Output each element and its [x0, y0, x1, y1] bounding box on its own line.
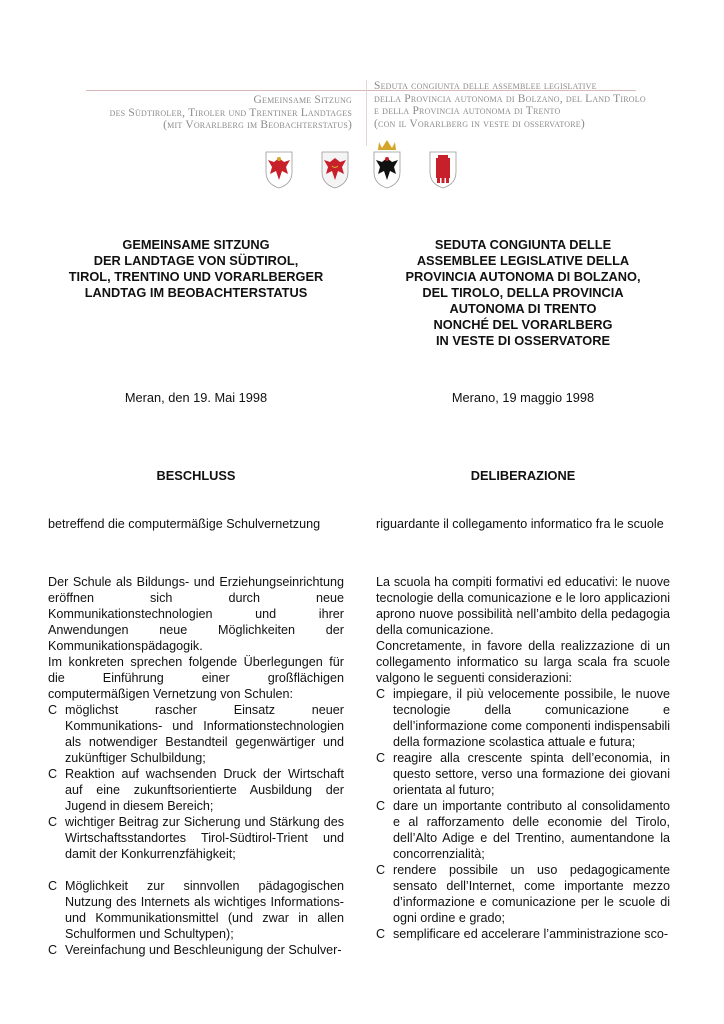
body-german: [48, 574, 344, 958]
list-item-text: Möglichkeit zur sinnvollen pädagogischen Nutzung des Internets als wichtiges Informations- und Kommunikationsmittel (und zwar in allen Schulformen und Schultypen);: [65, 879, 344, 941]
title-line: TIROL, TRENTINO UND VORARLBERGER: [68, 269, 324, 284]
south-tyrol-eagle-crest-icon: [264, 150, 294, 190]
list-item-text: semplificare ed accelerare l’amministrazione sco-: [393, 927, 669, 941]
lead-paragraph: Im konkreten sprechen folgende Überlegungen für die Einführung einer großflächigen computermäßigen Vernetzung von Schulen:: [48, 655, 344, 701]
subject-german: betreffend die computermäßige Schulvernetzung: [48, 517, 321, 531]
title-line: DEL TIROLO, DELLA PROVINCIA: [422, 285, 624, 300]
title-line: PROVINCIA AUTONOMA DI BOLZANO,: [405, 269, 641, 284]
header-italian-line: e della Provincia autonoma di Trento: [374, 105, 561, 117]
title-line: ASSEMBLEE LEGISLATIVE DELLA: [416, 253, 630, 268]
body-italian: [376, 574, 670, 942]
date-italian: Merano, 19 maggio 1998: [451, 390, 595, 405]
header-italian-line: Seduta congiunta delle assemblee legislative: [374, 80, 597, 92]
list-item: [376, 862, 670, 926]
title-line: DER LANDTAGE VON SÜDTIROL,: [93, 253, 299, 268]
lead-paragraph: Concretamente, in favore della realizzazione di un collegamento informatico su larga scala fra scuole valgono le seguenti considerazioni:: [376, 639, 670, 685]
list-item: [376, 750, 670, 798]
bullet-marker: C: [376, 927, 386, 941]
bullet-marker: C: [48, 703, 58, 717]
list-item-text: impiegare, il più velocemente possibile, le nuove tecnologie della comunicazione e dell’informazione come componenti indispensabili della formazione scolastica attuale e futura;: [393, 687, 670, 749]
title-line: GEMEINSAME SITZUNG: [122, 237, 270, 252]
list-item: [48, 814, 344, 862]
date-german: Meran, den 19. Mai 1998: [124, 390, 268, 405]
header-italian-line: (con il Vorarlberg in veste di osservatore): [374, 117, 585, 130]
bullet-marker: C: [376, 751, 386, 765]
list-item: [376, 926, 670, 942]
title-line: NONCHÉ DEL VORARLBERG: [433, 317, 613, 332]
list-item: [48, 766, 344, 814]
title-line: SEDUTA CONGIUNTA DELLE: [434, 237, 612, 252]
bullet-marker: C: [376, 799, 386, 813]
list-item-text: reagire alla crescente spinta dell’economia, in questo settore, verso una formazione dei giovani orientata al futuro;: [393, 751, 670, 797]
title-italian: [376, 237, 670, 349]
trentino-eagle-crest-icon: [372, 138, 402, 190]
bullet-marker: C: [376, 687, 386, 701]
bullet-marker: C: [48, 767, 58, 781]
intro-paragraph: La scuola ha compiti formativi ed educativi: le nuove tecnologie della comunicazione e le loro applicazioni aprono nuove possibilità nell’ambito della pedagogia della comunicazione.: [376, 575, 670, 637]
spacer: [48, 862, 344, 878]
title-german: [48, 237, 344, 301]
list-item-text: Vereinfachung und Beschleunigung der Schulver-: [65, 943, 342, 957]
title-line: AUTONOMA DI TRENTO: [449, 301, 597, 316]
list-item: [48, 702, 344, 766]
title-line: LANDTAG IM BEOBACHTERSTATUS: [84, 285, 308, 300]
header-italian-line: della Provincia autonoma di Bolzano, del Land Tirolo: [374, 92, 646, 105]
header-german-line: (mit Vorarlberg im Beobachterstatus): [163, 119, 352, 131]
subject-italian: riguardante il collegamento informatico fra le scuole: [376, 517, 664, 531]
bullet-marker: C: [48, 815, 58, 829]
header-italian: [374, 80, 654, 130]
list-item-text: wichtiger Beitrag zur Sicherung und Stärkung des Wirtschaftsstandortes Tirol-Südtirol-Trient und damit der Konkurrenzfähigkeit;: [65, 815, 344, 861]
list-item: [376, 686, 670, 750]
list-item-text: rendere possibile un uso pedagogicamente sensato dell’Internet, come importante mezzo d’informazione e comunicazione per le scuole di ogni ordine e grado;: [393, 863, 670, 925]
list-item-text: dare un importante contributo al consolidamento e al rafforzamento delle economie del Tirolo, dell’Alto Adige e del Trentino, aumentandone la concorrenzialità;: [393, 799, 670, 861]
list-item-text: möglichst rascher Einsatz neuer Kommunikations- und Informationstechnologien als notwendiger Bestandteil gegenwärtiger und zukünftiger Schulbildung;: [65, 703, 344, 765]
bullet-marker: C: [48, 943, 58, 957]
doc-type-italian: DELIBERAZIONE: [470, 468, 576, 483]
title-line: IN VESTE DI OSSERVATORE: [436, 333, 610, 348]
list-item-text: Reaktion auf wachsenden Druck der Wirtschaft auf eine zukunftsorientierte Ausbildung der Jugend in diesem Bereich;: [65, 767, 344, 813]
header-vertical-divider: [366, 80, 367, 146]
doc-type-german: BESCHLUSS: [156, 468, 236, 483]
vorarlberg-banner-crest-icon: [428, 150, 458, 190]
header-german: [90, 94, 352, 132]
header-german-line: Gemeinsame Sitzung: [253, 94, 352, 106]
list-item: [48, 878, 344, 942]
intro-paragraph: Der Schule als Bildungs- und Erziehungseinrichtung eröffnen sich durch neue Kommunikationstechnologien und ihrer Anwendungen neue Möglichkeiten der Kommunikationspädagogik.: [48, 575, 344, 653]
list-item: [48, 942, 344, 958]
bullet-marker: C: [376, 863, 386, 877]
list-item: [376, 798, 670, 862]
header-german-line: des Südtiroler, Tiroler und Trentiner Landtages: [109, 106, 352, 119]
bullet-marker: C: [48, 879, 58, 893]
tyrol-eagle-crest-icon: [320, 150, 350, 190]
